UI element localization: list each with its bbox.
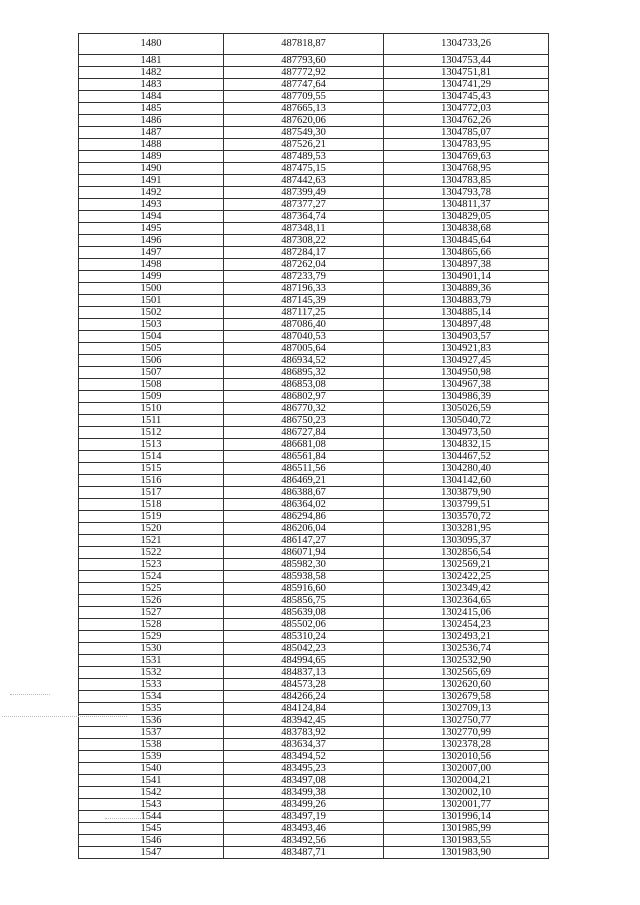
table-row [79,403,549,415]
table-row [79,655,549,667]
table-row [79,307,549,319]
y-coordinate-cell: 1304762,26 [384,115,549,127]
y-coordinate-cell: 1302679,58 [384,691,549,703]
x-coordinate-cell: 487308,22 [224,235,384,247]
table-row [79,535,549,547]
y-coordinate-cell: 1304745,43 [384,91,549,103]
y-coordinate-cell: 1304741,29 [384,79,549,91]
y-coordinate-cell: 1304783,95 [384,139,549,151]
x-coordinate-cell: 486294,86 [224,511,384,523]
y-coordinate-cell: 1302004,21 [384,775,549,787]
table-row [79,487,549,499]
point-number-cell: 1502 [79,307,224,319]
x-coordinate-cell: 486727,84 [224,427,384,439]
point-number-cell: 1499 [79,271,224,283]
point-number-cell: 1508 [79,379,224,391]
table-row [79,175,549,187]
table-row [79,247,549,259]
x-coordinate-cell: 483942,45 [224,715,384,727]
x-coordinate-cell: 483499,38 [224,787,384,799]
x-coordinate-cell: 487526,21 [224,139,384,151]
point-number-cell: 1500 [79,283,224,295]
x-coordinate-cell: 487196,33 [224,283,384,295]
y-coordinate-cell: 1304950,98 [384,367,549,379]
point-number-cell: 1495 [79,223,224,235]
point-number-cell: 1526 [79,595,224,607]
table-row [79,475,549,487]
table-row [79,643,549,655]
x-coordinate-cell: 485502,06 [224,619,384,631]
y-coordinate-cell: 1304838,68 [384,223,549,235]
x-coordinate-cell: 486147,27 [224,535,384,547]
y-coordinate-cell: 1304751,81 [384,67,549,79]
table-row [79,391,549,403]
point-number-cell: 1517 [79,487,224,499]
y-coordinate-cell: 1302565,69 [384,667,549,679]
y-coordinate-cell: 1304921,83 [384,343,549,355]
point-number-cell: 1534 [79,691,224,703]
table-row [79,547,549,559]
y-coordinate-cell: 1304829,05 [384,211,549,223]
point-number-cell: 1506 [79,355,224,367]
table-row [79,499,549,511]
y-coordinate-cell: 1302378,28 [384,739,549,751]
x-coordinate-cell: 483497,08 [224,775,384,787]
table-row [79,595,549,607]
point-number-cell: 1492 [79,187,224,199]
x-coordinate-cell: 484266,24 [224,691,384,703]
x-coordinate-cell: 487475,15 [224,163,384,175]
point-number-cell: 1483 [79,79,224,91]
y-coordinate-cell: 1304280,40 [384,463,549,475]
x-coordinate-cell: 487772,92 [224,67,384,79]
x-coordinate-cell: 486469,21 [224,475,384,487]
point-number-cell: 1523 [79,559,224,571]
point-number-cell: 1491 [79,175,224,187]
table-row [79,55,549,67]
table-row [79,463,549,475]
y-coordinate-cell: 1301985,99 [384,823,549,835]
point-number-cell: 1537 [79,727,224,739]
y-coordinate-cell: 1302364,65 [384,595,549,607]
y-coordinate-cell: 1304897,38 [384,259,549,271]
y-coordinate-cell: 1304753,44 [384,55,549,67]
scan-artifact-line [10,694,50,695]
x-coordinate-cell: 483487,71 [224,847,384,859]
x-coordinate-cell: 487747,64 [224,79,384,91]
y-coordinate-cell: 1304811,37 [384,199,549,211]
point-number-cell: 1515 [79,463,224,475]
y-coordinate-cell: 1304832,15 [384,439,549,451]
point-number-cell: 1482 [79,67,224,79]
x-coordinate-cell: 484124,84 [224,703,384,715]
point-number-cell: 1544 [79,811,224,823]
table-row [79,559,549,571]
x-coordinate-cell: 486934,52 [224,355,384,367]
table-row [79,223,549,235]
x-coordinate-cell: 486750,23 [224,415,384,427]
y-coordinate-cell: 1302002,10 [384,787,549,799]
table-row [79,163,549,175]
table-row [79,439,549,451]
x-coordinate-cell: 483497,19 [224,811,384,823]
x-coordinate-cell: 487709,55 [224,91,384,103]
table-row [79,34,549,55]
x-coordinate-cell: 487284,17 [224,247,384,259]
point-number-cell: 1501 [79,295,224,307]
point-number-cell: 1505 [79,343,224,355]
y-coordinate-cell: 1302620,60 [384,679,549,691]
point-number-cell: 1528 [79,619,224,631]
table-row [79,67,549,79]
table-row [79,727,549,739]
table-row [79,811,549,823]
x-coordinate-cell: 487040,53 [224,331,384,343]
y-coordinate-cell: 1302750,77 [384,715,549,727]
y-coordinate-cell: 1304967,38 [384,379,549,391]
table-row [79,199,549,211]
table-row [79,451,549,463]
point-number-cell: 1520 [79,523,224,535]
table-row [79,571,549,583]
point-number-cell: 1488 [79,139,224,151]
y-coordinate-cell: 1304142,60 [384,475,549,487]
table-row [79,775,549,787]
table-row [79,91,549,103]
y-coordinate-cell: 1304783,85 [384,175,549,187]
y-coordinate-cell: 1302709,13 [384,703,549,715]
y-coordinate-cell: 1304768,95 [384,163,549,175]
y-coordinate-cell: 1304927,45 [384,355,549,367]
point-number-cell: 1485 [79,103,224,115]
table-row [79,679,549,691]
y-coordinate-cell: 1302532,90 [384,655,549,667]
table-row [79,367,549,379]
y-coordinate-cell: 1305026,59 [384,403,549,415]
point-number-cell: 1527 [79,607,224,619]
table-row [79,715,549,727]
table-row [79,187,549,199]
y-coordinate-cell: 1304973,50 [384,427,549,439]
point-number-cell: 1536 [79,715,224,727]
point-number-cell: 1538 [79,739,224,751]
table-row [79,835,549,847]
table-row [79,511,549,523]
y-coordinate-cell: 1302856,54 [384,547,549,559]
table-row [79,103,549,115]
table-row [79,139,549,151]
point-number-cell: 1547 [79,847,224,859]
point-number-cell: 1512 [79,427,224,439]
y-coordinate-cell: 1302010,56 [384,751,549,763]
table-row [79,211,549,223]
y-coordinate-cell: 1304769,63 [384,151,549,163]
x-coordinate-cell: 483634,37 [224,739,384,751]
x-coordinate-cell: 486802,97 [224,391,384,403]
table-row [79,259,549,271]
x-coordinate-cell: 487399,49 [224,187,384,199]
point-number-cell: 1498 [79,259,224,271]
x-coordinate-cell: 487145,39 [224,295,384,307]
x-coordinate-cell: 486071,94 [224,547,384,559]
y-coordinate-cell: 1304793,78 [384,187,549,199]
x-coordinate-cell: 487489,53 [224,151,384,163]
scan-artifact-line [105,818,145,819]
x-coordinate-cell: 487793,60 [224,55,384,67]
table-row [79,127,549,139]
point-number-cell: 1503 [79,319,224,331]
x-coordinate-cell: 487620,06 [224,115,384,127]
table-row [79,319,549,331]
point-number-cell: 1513 [79,439,224,451]
table-row [79,235,549,247]
table-row [79,523,549,535]
x-coordinate-cell: 486895,32 [224,367,384,379]
point-number-cell: 1530 [79,643,224,655]
point-number-cell: 1531 [79,655,224,667]
table-row [79,787,549,799]
x-coordinate-cell: 487364,74 [224,211,384,223]
table-row [79,823,549,835]
y-coordinate-cell: 1301983,90 [384,847,549,859]
table-row [79,355,549,367]
x-coordinate-cell: 487818,87 [224,34,384,55]
point-number-cell: 1529 [79,631,224,643]
y-coordinate-cell: 1302422,25 [384,571,549,583]
point-number-cell: 1490 [79,163,224,175]
y-coordinate-cell: 1301996,14 [384,811,549,823]
y-coordinate-cell: 1304889,36 [384,283,549,295]
table-row [79,583,549,595]
x-coordinate-cell: 485938,58 [224,571,384,583]
x-coordinate-cell: 486206,04 [224,523,384,535]
x-coordinate-cell: 486388,67 [224,487,384,499]
y-coordinate-cell: 1303799,51 [384,499,549,511]
x-coordinate-cell: 487665,13 [224,103,384,115]
y-coordinate-cell: 1301983,55 [384,835,549,847]
y-coordinate-cell: 1304865,66 [384,247,549,259]
y-coordinate-cell: 1302493,21 [384,631,549,643]
point-number-cell: 1535 [79,703,224,715]
point-number-cell: 1484 [79,91,224,103]
coordinates-table [78,33,549,859]
point-number-cell: 1496 [79,235,224,247]
x-coordinate-cell: 485856,75 [224,595,384,607]
point-number-cell: 1522 [79,547,224,559]
point-number-cell: 1524 [79,571,224,583]
point-number-cell: 1514 [79,451,224,463]
table-row [79,763,549,775]
x-coordinate-cell: 483499,26 [224,799,384,811]
y-coordinate-cell: 1304883,79 [384,295,549,307]
x-coordinate-cell: 484994,65 [224,655,384,667]
y-coordinate-cell: 1304467,52 [384,451,549,463]
y-coordinate-cell: 1302536,74 [384,643,549,655]
x-coordinate-cell: 486511,56 [224,463,384,475]
table-row [79,607,549,619]
y-coordinate-cell: 1305040,72 [384,415,549,427]
x-coordinate-cell: 485310,24 [224,631,384,643]
x-coordinate-cell: 487117,25 [224,307,384,319]
point-number-cell: 1480 [79,34,224,55]
point-number-cell: 1518 [79,499,224,511]
table-row [79,799,549,811]
y-coordinate-cell: 1304897,48 [384,319,549,331]
point-number-cell: 1489 [79,151,224,163]
point-number-cell: 1546 [79,835,224,847]
y-coordinate-cell: 1303281,95 [384,523,549,535]
x-coordinate-cell: 487549,30 [224,127,384,139]
x-coordinate-cell: 486364,02 [224,499,384,511]
table-row [79,295,549,307]
x-coordinate-cell: 487377,27 [224,199,384,211]
point-number-cell: 1493 [79,199,224,211]
point-number-cell: 1532 [79,667,224,679]
x-coordinate-cell: 487005,64 [224,343,384,355]
y-coordinate-cell: 1302569,21 [384,559,549,571]
point-number-cell: 1509 [79,391,224,403]
x-coordinate-cell: 485916,60 [224,583,384,595]
coordinates-table-body [79,34,549,859]
point-number-cell: 1511 [79,415,224,427]
point-number-cell: 1516 [79,475,224,487]
y-coordinate-cell: 1302349,42 [384,583,549,595]
y-coordinate-cell: 1302770,99 [384,727,549,739]
x-coordinate-cell: 484573,28 [224,679,384,691]
y-coordinate-cell: 1303879,90 [384,487,549,499]
scan-artifact-line [2,716,127,717]
point-number-cell: 1539 [79,751,224,763]
point-number-cell: 1545 [79,823,224,835]
point-number-cell: 1521 [79,535,224,547]
table-row [79,751,549,763]
table-row [79,415,549,427]
point-number-cell: 1497 [79,247,224,259]
table-row [79,331,549,343]
x-coordinate-cell: 483493,46 [224,823,384,835]
point-number-cell: 1533 [79,679,224,691]
table-row [79,667,549,679]
point-number-cell: 1543 [79,799,224,811]
y-coordinate-cell: 1304733,26 [384,34,549,55]
table-row [79,283,549,295]
x-coordinate-cell: 484837,13 [224,667,384,679]
point-number-cell: 1481 [79,55,224,67]
x-coordinate-cell: 486853,08 [224,379,384,391]
x-coordinate-cell: 487233,79 [224,271,384,283]
point-number-cell: 1494 [79,211,224,223]
x-coordinate-cell: 486561,84 [224,451,384,463]
point-number-cell: 1519 [79,511,224,523]
x-coordinate-cell: 483783,92 [224,727,384,739]
table-row [79,739,549,751]
point-number-cell: 1486 [79,115,224,127]
y-coordinate-cell: 1304785,07 [384,127,549,139]
table-row [79,115,549,127]
x-coordinate-cell: 486681,08 [224,439,384,451]
y-coordinate-cell: 1304772,03 [384,103,549,115]
point-number-cell: 1525 [79,583,224,595]
y-coordinate-cell: 1304845,64 [384,235,549,247]
y-coordinate-cell: 1304901,14 [384,271,549,283]
y-coordinate-cell: 1303095,37 [384,535,549,547]
point-number-cell: 1541 [79,775,224,787]
point-number-cell: 1504 [79,331,224,343]
x-coordinate-cell: 487442,63 [224,175,384,187]
point-number-cell: 1487 [79,127,224,139]
table-row [79,343,549,355]
point-number-cell: 1542 [79,787,224,799]
x-coordinate-cell: 483495,23 [224,763,384,775]
table-row [79,703,549,715]
x-coordinate-cell: 483494,52 [224,751,384,763]
point-number-cell: 1510 [79,403,224,415]
x-coordinate-cell: 483492,56 [224,835,384,847]
y-coordinate-cell: 1302001,77 [384,799,549,811]
y-coordinate-cell: 1303570,72 [384,511,549,523]
x-coordinate-cell: 485042,23 [224,643,384,655]
y-coordinate-cell: 1302454,23 [384,619,549,631]
y-coordinate-cell: 1302415,06 [384,607,549,619]
table-row [79,379,549,391]
table-row [79,79,549,91]
table-row [79,691,549,703]
y-coordinate-cell: 1304986,39 [384,391,549,403]
x-coordinate-cell: 485982,30 [224,559,384,571]
table-row [79,619,549,631]
table-row [79,427,549,439]
x-coordinate-cell: 487262,04 [224,259,384,271]
table-row [79,151,549,163]
x-coordinate-cell: 487086,40 [224,319,384,331]
x-coordinate-cell: 485639,08 [224,607,384,619]
point-number-cell: 1507 [79,367,224,379]
x-coordinate-cell: 487348,11 [224,223,384,235]
y-coordinate-cell: 1304903,57 [384,331,549,343]
table-row [79,847,549,859]
y-coordinate-cell: 1304885,14 [384,307,549,319]
table-row [79,271,549,283]
point-number-cell: 1540 [79,763,224,775]
table-row [79,631,549,643]
y-coordinate-cell: 1302007,00 [384,763,549,775]
x-coordinate-cell: 486770,32 [224,403,384,415]
